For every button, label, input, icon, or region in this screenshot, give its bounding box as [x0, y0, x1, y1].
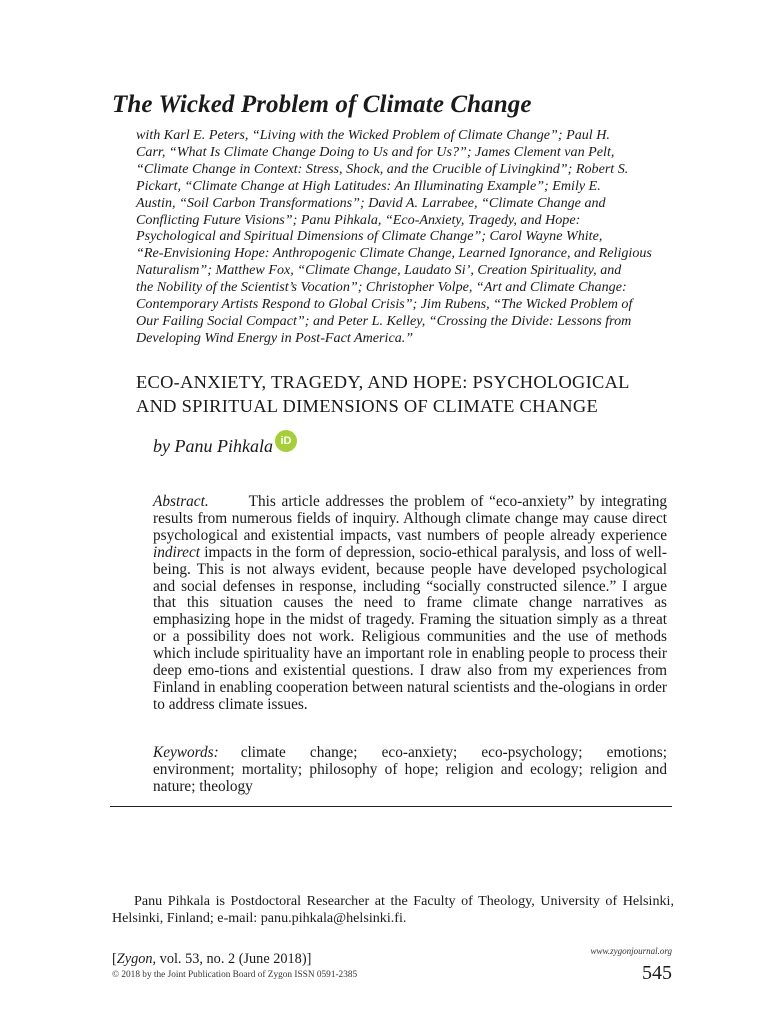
contributors-line: Naturalism”; Matthew Fox, “Climate Change, Laudato Si’, Creation Spirituality, and [136, 262, 622, 279]
article-title-line: AND SPIRITUAL DIMENSIONS OF CLIMATE CHANGE [136, 396, 598, 416]
contributors-line: Pickart, “Climate Change at High Latitudes: An Illuminating Example”; Emily E. [136, 177, 601, 194]
contributors-line: Developing Wind Energy in Post-Fact America.” [136, 329, 414, 346]
keywords [153, 745, 667, 796]
abstract-emphasis: indirect [153, 543, 201, 561]
author-footnote [112, 893, 674, 927]
keywords-text: climate change; eco-anxiety; eco-psychology; emotions; environment; mortality; philosophy of hope; religion and ecology; religion and nature; theology [153, 744, 667, 795]
keywords-label: Keywords: [153, 744, 219, 761]
contributors-line: “Re-Envisioning Hope: Anthropogenic Climate Change, Learned Ignorance, and Religious [136, 245, 652, 262]
article-title [136, 370, 696, 418]
abstract-label: Abstract. [153, 493, 209, 510]
contributors-line: “Climate Change in Context: Stress, Shock, and the Crucible of Livingkind”; Robert S. [136, 160, 629, 177]
byline [153, 435, 297, 457]
contributors-line: Austin, “Soil Carbon Transformations”; David A. Larrabee, “Climate Change and [136, 194, 606, 211]
section-title: The Wicked Problem of Climate Change [112, 91, 532, 118]
abstract-text: This article addresses the problem of “eco-anxiety” by integrating results from numerous fields of inquiry. Although climate change may cause direct psychological and existential impacts, vast numbers of people already experience [153, 493, 667, 544]
divider [110, 806, 672, 807]
journal-citation: [Zygon, vol. 53, no. 2 (June 2018)] [112, 951, 312, 967]
contributors-line: Conflicting Future Visions”; Panu Pihkala, “Eco-Anxiety, Tragedy, and Hope: [136, 211, 581, 228]
orcid-icon[interactable]: iD [275, 430, 297, 452]
footnote-text: Panu Pihkala is Postdoctoral Researcher at the Faculty of Theology, University of Helsinki, Helsinki, Finland; e-mail: panu.pihkala@helsinki.fi. [112, 893, 674, 926]
contributors-line: the Nobility of the Scientist’s Vocation”; Christopher Volpe, “Art and Climate Change: [136, 279, 627, 296]
contributors-line: Our Failing Social Compact”; and Peter L. Kelley, “Crossing the Divide: Lessons from [136, 312, 632, 329]
journal-website: www.zygonjournal.org [590, 946, 672, 956]
journal-name: Zygon [116, 951, 153, 967]
copyright-notice: © 2018 by the Joint Publication Board of Zygon ISSN 0591-2385 [112, 970, 358, 980]
abstract [153, 494, 667, 714]
article-title-line: ECO-ANXIETY, TRAGEDY, AND HOPE: PSYCHOLOGICAL [136, 372, 630, 392]
contributors-line: Carr, “What Is Climate Change Doing to Us and for Us?”; James Clement van Pelt, [136, 143, 615, 160]
contributors-line: Contemporary Artists Respond to Global Crisis”; Jim Rubens, “The Wicked Problem of [136, 296, 633, 313]
abstract-text: impacts in the form of depression, socio-ethical paralysis, and loss of well-being. This is not always evident, because people have developed psychological and social defenses in response, including “socially constructed silence.” I argue that this situation causes the need to frame climate change narratives as emphasizing hope in the midst of tragedy. Framing the situation simply as a threat or a possibility does not work. Religious communities and the use of methods which include spirituality have an important role in enabling people to process their deep emo-tions and existential questions. I draw also from my experiences from Finland in enabling cooperation between natural scientists and the-ologians in order to address climate issues. [153, 543, 667, 713]
contributors-line: with Karl E. Peters, “Living with the Wicked Problem of Climate Change”; Paul H. [136, 127, 610, 143]
page-number: 545 [642, 962, 672, 984]
author-name: by Panu Pihkala [153, 435, 273, 456]
contributors-line: Psychological and Spiritual Dimensions of Climate Change”; Carol Wayne White, [136, 228, 603, 245]
contributors-list [136, 127, 676, 347]
